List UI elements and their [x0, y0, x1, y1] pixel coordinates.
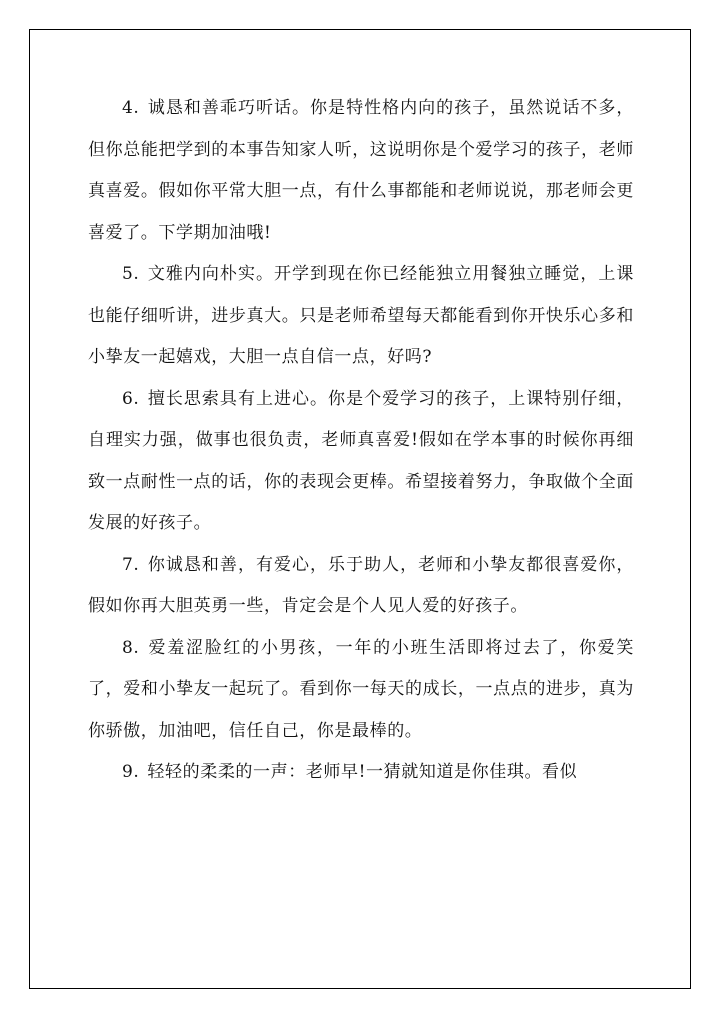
paragraph-4 [88, 88, 634, 254]
paragraph-text: 你诚恳和善，有爱心，乐于助人，老师和小挚友都很喜爱你，假如你再大胆英勇一些，肯定会是个人见人爱的好孩子。 [88, 554, 634, 616]
paragraph-number: 4. [122, 98, 140, 118]
paragraph-text: 文雅内向朴实。开学到现在你已经能独立用餐独立睡觉，上课也能仔细听讲，进步真大。只是老师希望每天都能看到你开快乐心多和小挚友一起嬉戏，大胆一点自信一点，好吗? [88, 264, 634, 367]
paragraph-number: 6. [122, 388, 140, 409]
paragraph-7 [88, 545, 634, 628]
paragraph-number: 7. [122, 554, 140, 575]
document-body [88, 88, 634, 794]
paragraph-text: 轻轻的柔柔的一声：老师早!一猜就知道是你佳琪。看似 [147, 762, 578, 782]
paragraph-6 [88, 379, 634, 545]
paragraph-text: 爱羞涩脸红的小男孩，一年的小班生活即将过去了，你爱笑了，爱和小挚友一起玩了。看到你一每天的成长，一点点的进步，真为你骄傲，加油吧，信任自己，你是最棒的。 [88, 637, 634, 741]
paragraph-number: 8. [122, 637, 140, 658]
paragraph-9 [88, 752, 634, 794]
paragraph-5 [88, 254, 634, 379]
paragraph-number: 9. [122, 762, 140, 782]
paragraph-number: 5. [122, 264, 140, 284]
paragraph-8 [88, 628, 634, 753]
paragraph-text: 擅长思索具有上进心。你是个爱学习的孩子，上课特别仔细，自理实力强，做事也很负责，老师真喜爱!假如在学本事的时候你再细致一点耐性一点的话，你的表现会更棒。希望接着努力，争取做个全面发展的好孩子。 [88, 388, 634, 533]
paragraph-text: 诚恳和善乖巧听话。你是特性格内向的孩子，虽然说话不多，但你总能把学到的本事告知家人听，这说明你是个爱学习的孩子，老师真喜爱。假如你平常大胆一点，有什么事都能和老师说说，那老师会更喜爱了。下学期加油哦! [88, 98, 634, 243]
